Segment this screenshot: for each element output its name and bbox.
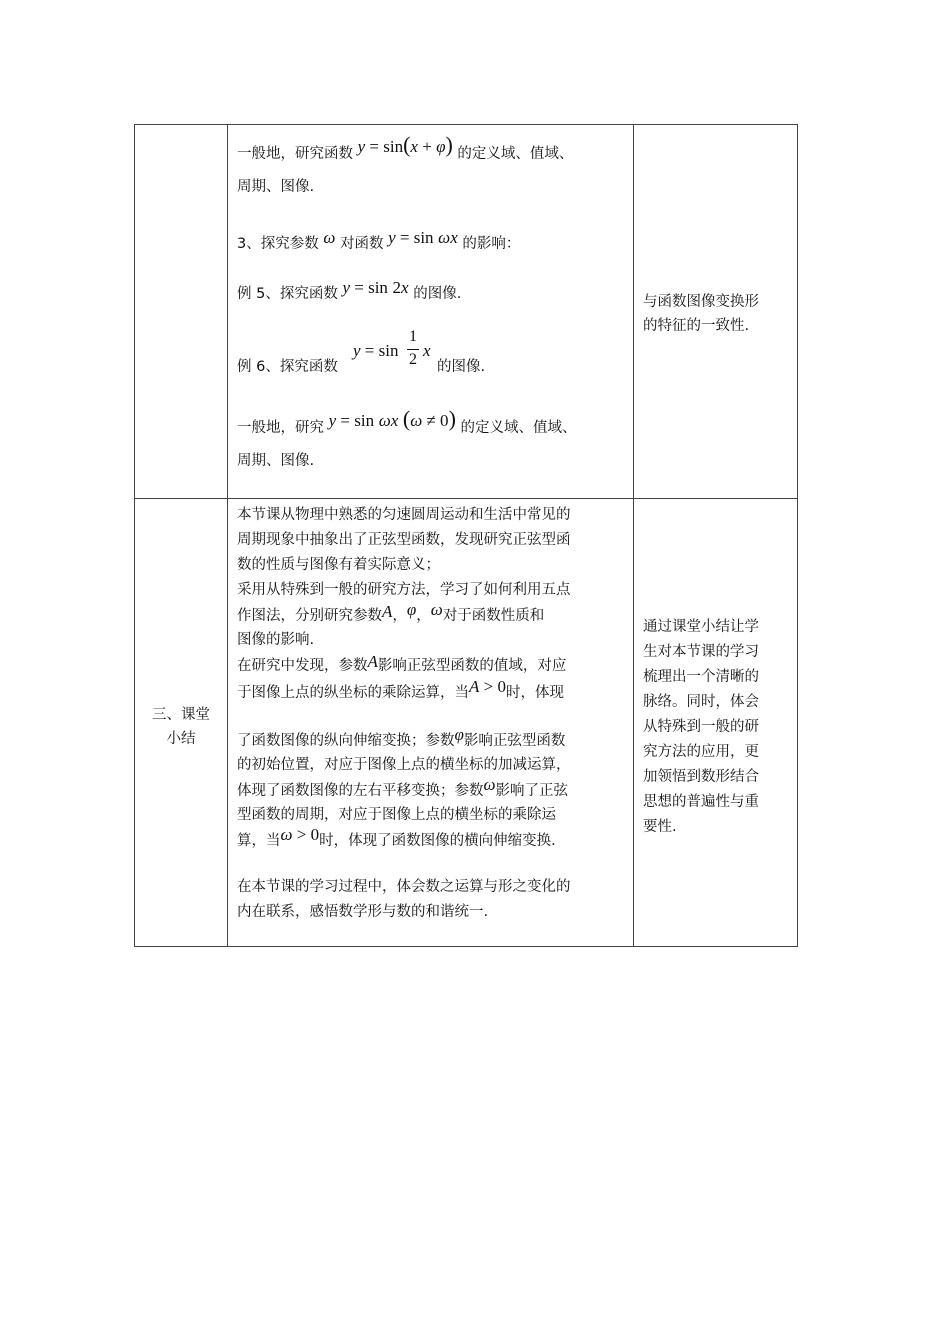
summary-line: 算，当ω > 0时，体现了函数图像的横向伸缩变换. (237, 825, 556, 849)
design-note-line: 生对本节课的学习 (643, 644, 759, 660)
summary-line: 作图法，分别研究参数A，φ，ω对于函数性质和 (237, 600, 545, 624)
general-study-line: 一般地，研究函数 y = sin(x + φ) 的定义域、值域、 (237, 132, 574, 162)
column-divider (227, 125, 228, 946)
column-divider (633, 125, 634, 946)
fraction-denominator: 2 (409, 351, 417, 368)
summary-line: 的初始位置，对应于图像上点的横坐标的加减运算， (237, 757, 571, 773)
explore-omega-line: 3、探究参数 ω 对函数 y = sin ωx 的影响： (237, 228, 521, 252)
design-note-line: 与函数图像变换形 (643, 294, 759, 310)
summary-line: 型函数的周期，对应于图像上点的横坐标的乘除运 (237, 807, 556, 823)
fraction-bar (407, 349, 419, 350)
summary-line: 采用从特殊到一般的研究方法，学习了如何利用五点 (237, 582, 571, 598)
lesson-table (134, 124, 798, 947)
summary-line: 数的性质与图像有着实际意义； (237, 557, 440, 573)
summary-line: 了函数图像的纵向伸缩变换；参数φ影响正弦型函数 (237, 725, 566, 749)
row-divider (135, 498, 797, 499)
summary-line: 本节课从物理中熟悉的匀速圆周运动和生活中常见的 (237, 507, 571, 523)
fraction-numerator: 1 (409, 328, 417, 345)
summary-line: 在本节课的学习过程中，体会数之运算与形之变化的 (237, 879, 571, 895)
design-note-line: 要性. (643, 819, 677, 835)
general-omega-line: 一般地，研究 y = sin ωx (ω ≠ 0) 的定义域、值域、 (237, 406, 577, 436)
design-note-line: 究方法的应用，更 (643, 744, 759, 760)
section-title: 三、课堂 (152, 707, 210, 723)
example-5-line: 例 5、探究函数 y = sin 2x 的图像. (237, 278, 462, 302)
design-note-line: 思想的普遍性与重 (643, 794, 759, 810)
design-note-line: 加领悟到数形结合 (643, 769, 759, 785)
summary-line: 于图像上点的纵坐标的乘除运算，当A > 0时，体现 (237, 677, 564, 701)
example-6-x: x (423, 341, 431, 360)
summary-line: 内在联系，感悟数学形与数的和谐统一. (237, 904, 489, 920)
example-6-post: 的图像. (437, 359, 486, 375)
summary-line: 在研究中发现，参数A影响正弦型函数的值域，对应 (237, 652, 567, 674)
section-title: 小结 (166, 731, 196, 747)
design-note-line: 从特殊到一般的研 (643, 719, 759, 735)
text-line: 周期、图像. (237, 179, 315, 195)
design-note-line: 通过课堂小结让学 (643, 619, 759, 635)
example-6-formula: y = sin (353, 341, 399, 360)
summary-line: 图像的影响. (237, 632, 315, 648)
example-6-line: 例 6、探究函数 (237, 359, 338, 375)
design-note-line: 梳理出一个清晰的 (643, 669, 759, 685)
summary-line: 周期现象中抽象出了正弦型函数，发现研究正弦型函 (237, 532, 571, 548)
summary-line: 体现了函数图像的左右平移变换；参数ω影响了正弦 (237, 775, 569, 799)
text-line: 周期、图像. (237, 453, 315, 469)
design-note-line: 脉络。同时，体会 (643, 694, 759, 710)
design-note-line: 的特征的一致性. (643, 318, 750, 334)
